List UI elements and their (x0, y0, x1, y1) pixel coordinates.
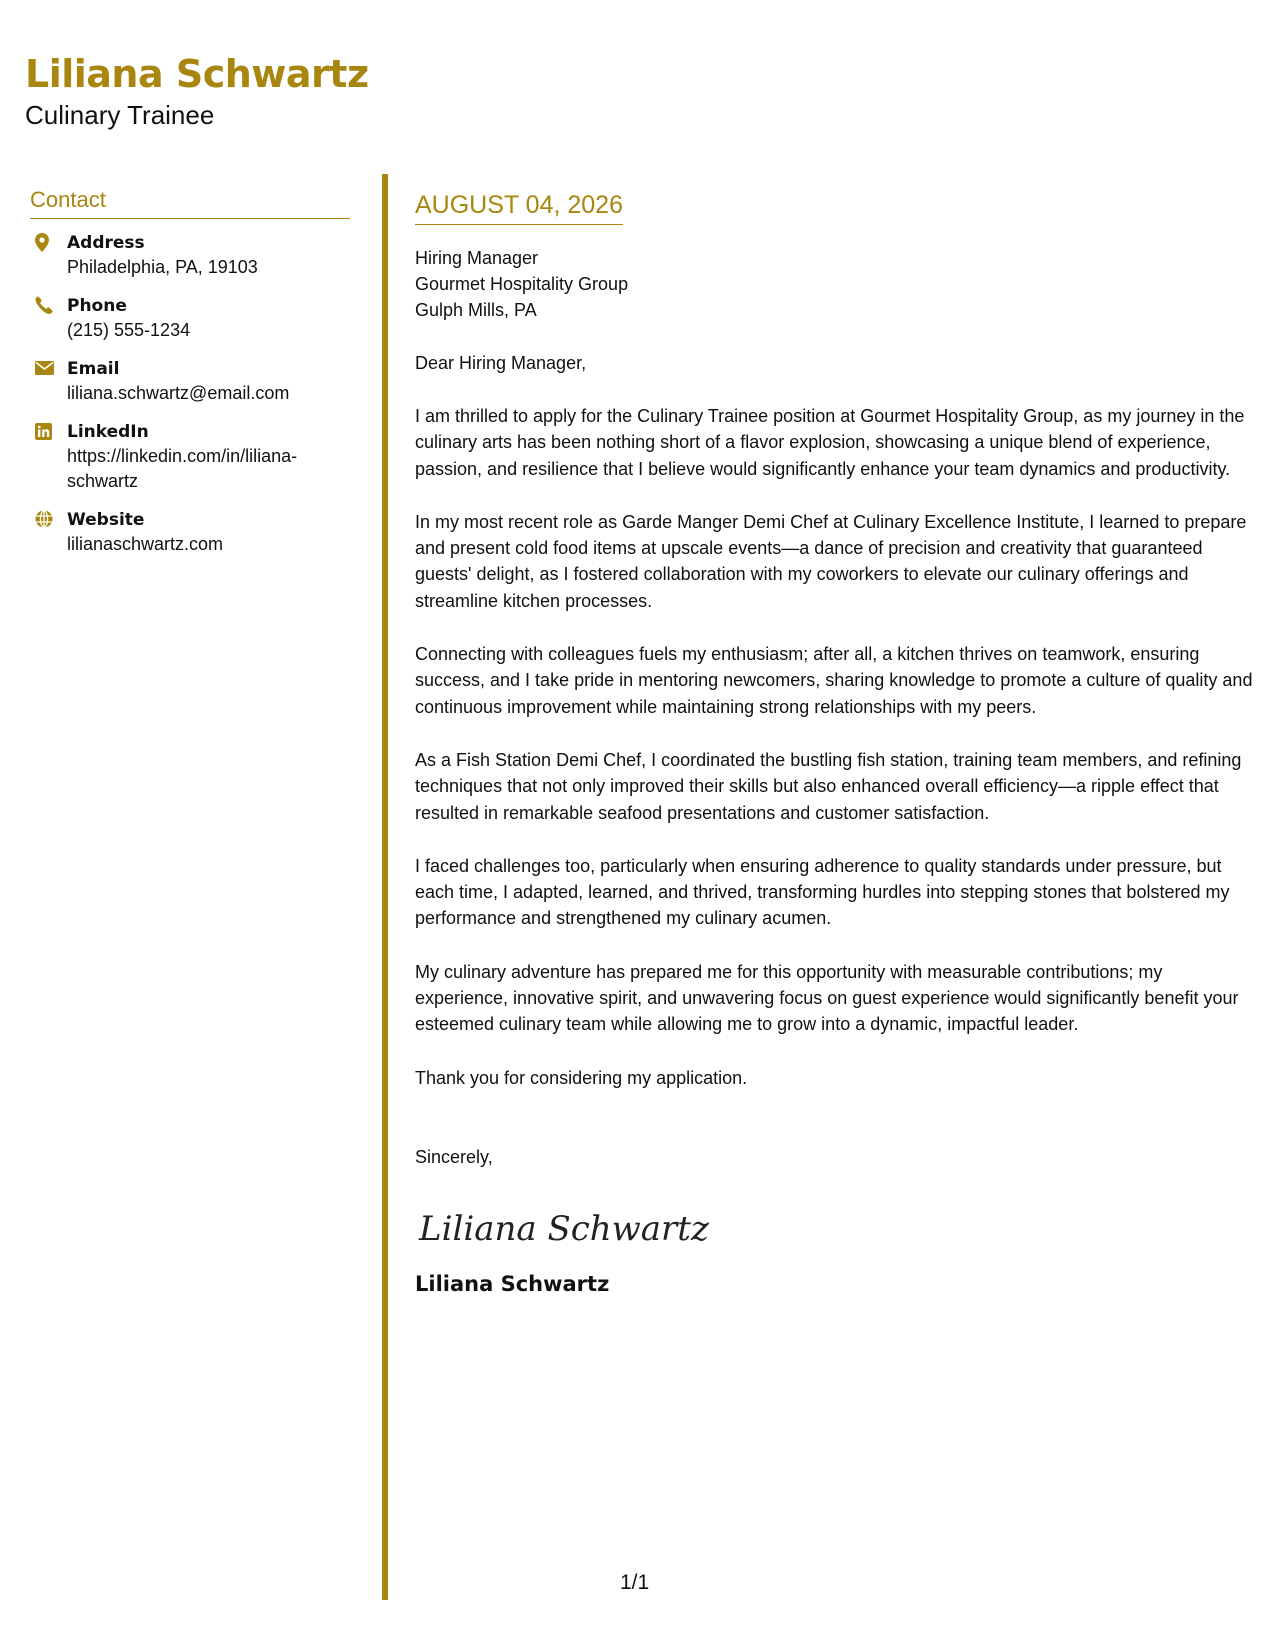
address-value: Philadelphia, PA, 19103 (67, 257, 258, 277)
linkedin-icon (30, 420, 67, 442)
phone-label: Phone (67, 296, 127, 316)
linkedin-label: LinkedIn (67, 422, 149, 442)
applicant-name: Liliana Schwartz (25, 52, 369, 96)
email-label: Email (67, 359, 120, 379)
recipient-title: Hiring Manager (415, 248, 539, 268)
contact-item-linkedin (30, 420, 350, 494)
contact-item-email (30, 357, 350, 406)
recipient-company: Gourmet Hospitality Group (415, 274, 629, 294)
website-value: lilianaschwartz.com (67, 534, 224, 554)
paragraph-1: I am thrilled to apply for the Culinary Trainee position at Gourmet Hospitality Group, as my journey in the culinary arts has been nothing short of a flavor explosion, showcasing a unique blend of experience, passion, and resilience that I believe would significantly enhance your team dynamics and productivity. (415, 406, 1245, 479)
contact-item-website (30, 508, 350, 557)
contact-item-address (30, 231, 350, 280)
letter-header (25, 48, 369, 130)
email-value: liliana.schwartz@email.com (67, 383, 290, 403)
contact-heading: Contact (30, 186, 350, 219)
paragraph-6: My culinary adventure has prepared me for this opportunity with measurable contributions; my experience, innovative spirit, and unwavering focus on guest experience would significantly benefit your esteemed culinary team while allowing me to grow into a dynamic, impactful leader. (415, 961, 1239, 1035)
signature-text: Liliana Schwartz (419, 1208, 709, 1249)
address-label: Address (67, 233, 145, 253)
page-number: 1/1 (620, 1571, 650, 1594)
job-title: Culinary Trainee (25, 100, 215, 130)
envelope-icon (30, 357, 67, 379)
recipient-block (415, 245, 1255, 323)
recipient-location: Gulph Mills, PA (415, 300, 537, 320)
salutation: Dear Hiring Manager, (415, 353, 587, 373)
paragraph-3: Connecting with colleagues fuels my enthusiasm; after all, a kitchen thrives on teamwork, ensuring success, and I take pride in mentoring newcomers, sharing knowledge to promote a culture of quality and continuous improvement while maintaining strong relationships with my peers. (415, 644, 1253, 717)
website-label: Website (67, 510, 145, 530)
phone-value: (215) 555-1234 (67, 320, 191, 340)
vertical-divider (382, 174, 388, 1600)
closing: Sincerely, (415, 1146, 493, 1167)
globe-icon (30, 508, 67, 530)
phone-icon (30, 294, 67, 316)
linkedin-value-line-2: schwartz (67, 471, 139, 491)
paragraph-5: I faced challenges too, particularly when ensuring adherence to quality standards under pressure, but each time, I adapted, learned, and thrived, transforming hurdles into stepping stones that bolstered my performance and strengthened my culinary acumen. (415, 855, 1230, 929)
contact-item-phone (30, 294, 350, 343)
paragraph-7: Thank you for considering my application. (415, 1067, 748, 1088)
signer-name: Liliana Schwartz (415, 1271, 610, 1296)
letter-date: AUGUST 04, 2026 (415, 190, 623, 225)
linkedin-value-line-1: https://linkedin.com/in/liliana- (67, 446, 298, 466)
map-pin-icon (30, 231, 67, 253)
letter-body (415, 190, 1255, 1298)
paragraph-2: In my most recent role as Garde Manger Demi Chef at Culinary Excellence Institute, I learned to prepare and present cold food items at upscale events—a dance of precision and creativity that guaranteed guests' delight, as I fostered collaboration with my coworkers to elevate our culinary offerings and streamline kitchen processes. (415, 511, 1247, 611)
contact-sidebar (30, 186, 350, 571)
handwritten-signature (415, 1200, 1255, 1256)
paragraph-4: As a Fish Station Demi Chef, I coordinated the bustling fish station, training team members, and refining techniques that not only improved their skills but also enhanced overall efficiency—a ripple effect that resulted in remarkable seafood presentations and customer satisfaction. (415, 749, 1242, 823)
